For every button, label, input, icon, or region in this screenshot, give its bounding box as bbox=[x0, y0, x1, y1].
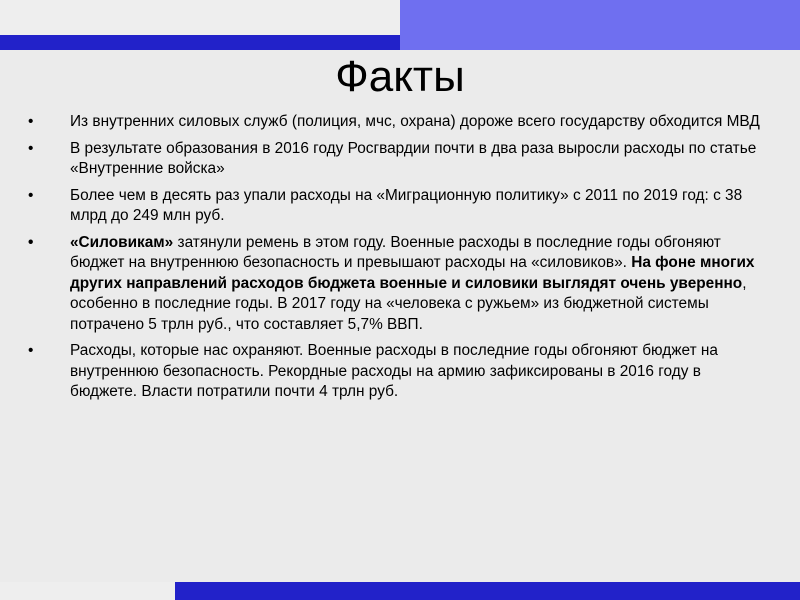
bold-phrase: «Силовикам» bbox=[70, 233, 174, 251]
text-segment: 5,7% ВВП. bbox=[347, 315, 423, 333]
bullet-text: Из внутренних силовых служб (полиция, мчс, охрана) дороже всего государству обходится МВД bbox=[70, 113, 760, 130]
text-segment: , особенно в последние годы. В 2017 году на «человека с ружьем» из бюджетной системы потрачено 5 трлн руб., что составляет bbox=[70, 274, 747, 333]
list-item bbox=[28, 112, 768, 133]
bottom-accent-bar bbox=[175, 582, 800, 600]
bold-phrase: На фоне многих других направлений расходов бюджета военные и силовики выглядят очень уверенно bbox=[70, 254, 755, 292]
bullet-marker: • bbox=[28, 139, 34, 157]
bullet-text: В результате образования в 2016 году Росгвардии почти в два раза выросли расходы по статье «Внутренние войска» bbox=[70, 139, 757, 177]
bullet-marker: • bbox=[28, 113, 34, 130]
bullet-marker: • bbox=[28, 233, 34, 251]
bullet-list bbox=[28, 112, 768, 409]
list-item bbox=[28, 139, 768, 180]
top-right-accent-bar bbox=[400, 0, 800, 50]
bullet-marker: • bbox=[28, 186, 34, 204]
list-item bbox=[28, 341, 768, 403]
slide-title: Факты bbox=[335, 52, 465, 101]
text-segment: затянули ремень в этом году. Военные расходы в последние годы обгоняют бюджет на внутреннюю безопасность и превышают расходы на «силовиков». bbox=[70, 233, 721, 271]
bullet-text bbox=[70, 234, 754, 333]
list-item bbox=[28, 186, 768, 227]
top-left-accent-bar bbox=[0, 35, 400, 50]
bullet-text: Более чем в десять раз упали расходы на «Миграционную политику» с 2011 по 2019 год: с 38 млрд до 249 млн руб. bbox=[70, 186, 743, 224]
bullet-marker: • bbox=[28, 342, 34, 359]
bottom-left-band bbox=[0, 582, 175, 600]
bullet-text: Расходы, которые нас охраняют. Военные расходы в последние годы обгоняют бюджет на внутреннюю безопасность. Рекордные расходы на армию зафиксированы в 2016 году в бюджете. Власти потратили почти 4 трлн руб. bbox=[70, 342, 718, 400]
list-item bbox=[28, 233, 768, 336]
